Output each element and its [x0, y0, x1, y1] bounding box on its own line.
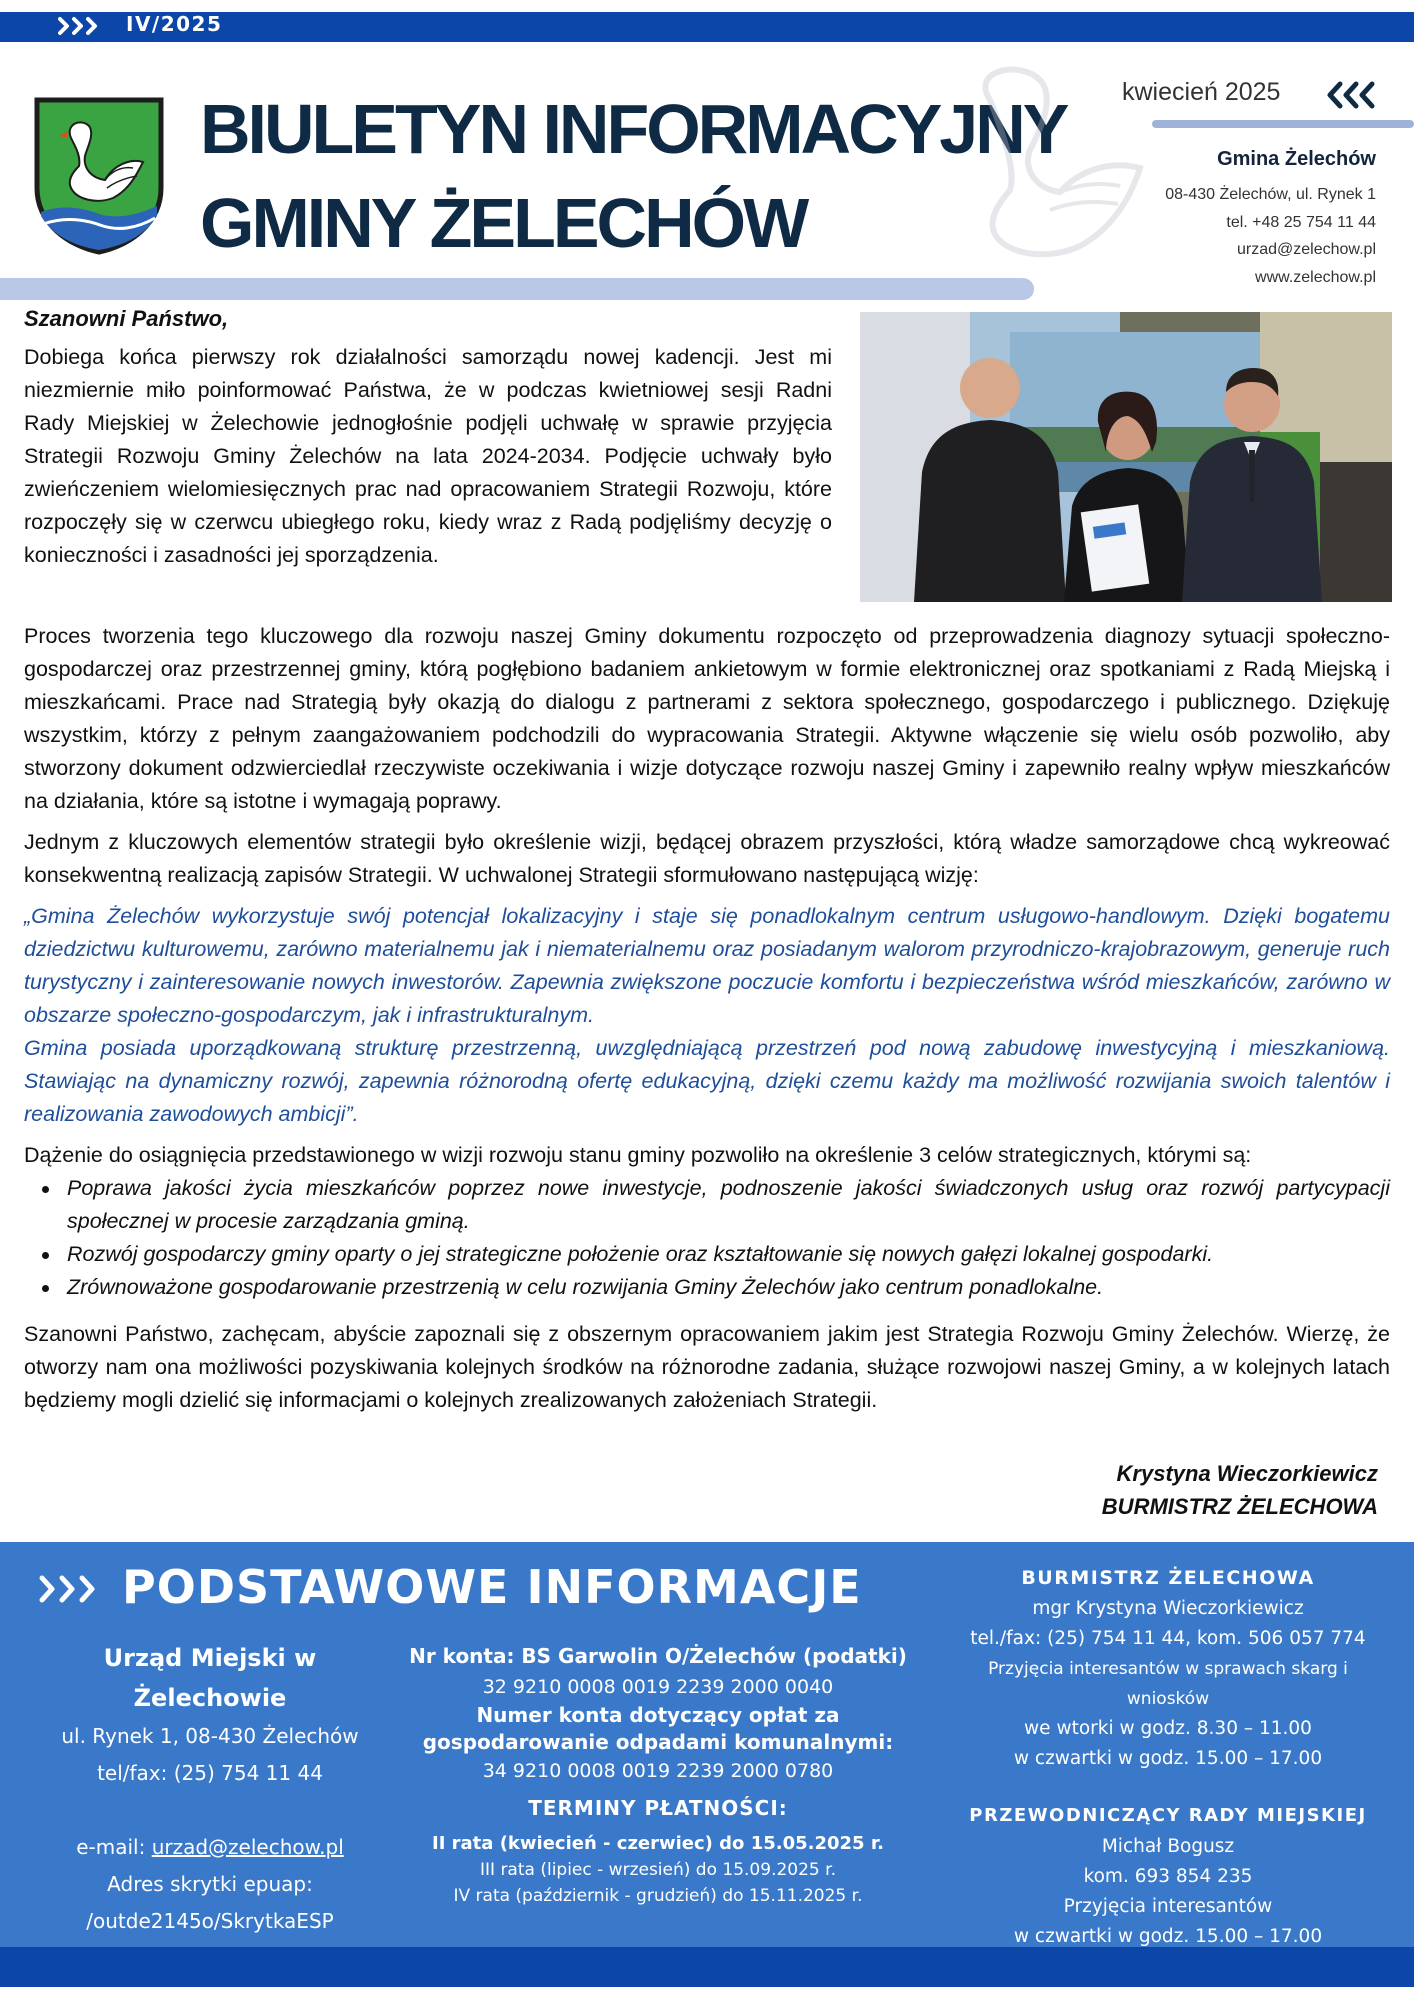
office-email-link[interactable]: urzad@zelechow.pl — [151, 1835, 344, 1859]
payment-terms-heading: TERMINY PŁATNOŚCI: — [528, 1796, 788, 1820]
mayor-hours-1: we wtorki w godz. 8.30 – 11.00 — [1024, 1718, 1312, 1739]
paragraph-process: Proces tworzenia tego kluczowego dla rozwoju naszej Gminy dokumentu rozpoczęto od przeprowadzenia diagnozy sytuacji społeczno-gospodarczej oraz przestrzennej gminy, którą pogłębiono badaniem ankietowym w formie elektronicznej oraz spotkaniami z Radą Miejską i mieszkańcami. Prace nad Strategią były okazją do dialogu z partnerami z sektora społecznego, gospodarczego i publicznego. Dziękuję wszystkim, którzy z pełnym zaangażowaniem podchodzili do wypracowania Strategii. Aktywne włączenie się wielu osób pozwoliło, aby stworzony dokument odzwierciedlał rzeczywiste oczekiwania i wizje dotyczące rozwoju naszej Gminy i zapewniło realny wpływ mieszkańców na działania, które są istotne i wymagają poprawy. — [24, 624, 1390, 813]
mayor-phone: tel./fax: (25) 754 11 44, kom. 506 057 774 — [970, 1628, 1366, 1649]
waste-heading-1: Numer konta dotyczący opłat za — [476, 1703, 840, 1727]
bank-column — [398, 1640, 918, 1909]
council-phone: kom. 693 854 235 — [1083, 1866, 1253, 1887]
contact-phone: tel. +48 25 754 11 44 — [1226, 213, 1376, 231]
office-name: Urząd Miejski w Żelechowie — [103, 1644, 317, 1712]
mayor-hours-label: Przyjęcia interesantów w sprawach skarg i wniosków — [988, 1659, 1348, 1709]
mayor-name: mgr Krystyna Wieczorkiewicz — [1032, 1598, 1304, 1619]
photo-council-members — [860, 312, 1392, 602]
coat-of-arms-swan — [33, 96, 165, 256]
date-underline — [1152, 120, 1414, 128]
greeting: Szanowni Państwo, — [24, 306, 229, 331]
signature — [1102, 1457, 1378, 1523]
mayor-hours-2: w czwartki w godz. 15.00 – 17.00 — [1013, 1748, 1323, 1769]
chevrons-left-icon — [1326, 81, 1378, 109]
waste-account-number: 34 9210 0008 0019 2239 2000 0780 — [482, 1760, 834, 1782]
office-email-line: e-mail: urzad@zelechow.pl — [76, 1835, 344, 1859]
office-column — [30, 1638, 390, 1940]
bottom-bar — [0, 1947, 1414, 1987]
term-3: III rata (lipiec - wrzesień) do 15.09.2025 r. — [480, 1860, 836, 1880]
council-hours: w czwartki w godz. 15.00 – 17.00 — [1013, 1926, 1323, 1947]
signature-role: BURMISTRZ ŻELECHOWA — [1101, 1494, 1378, 1519]
signature-name: Krystyna Wieczorkiewicz — [1116, 1461, 1378, 1486]
paragraph-closing: Szanowni Państwo, zachęcam, abyście zapoznali się z obszernym opracowaniem jakim jest Strategia Rozwoju Gminy Żelechów. Wierzę, że otworzy nam ona możliwości pozyskiwania kolejnych środków na różnorodne zadania, służące rozwojowi naszej Gminy, a w kolejnych latach będziemy mogli dzielić się informacjami o kolejnych zrealizowanych założeniach Strategii. — [24, 1322, 1390, 1412]
vision-quote — [24, 900, 1390, 1131]
title-underline — [0, 278, 1034, 300]
office-address: ul. Rynek 1, 08-430 Żelechów — [61, 1724, 359, 1748]
paragraph-goals-intro: Dążenie do osiągnięcia przedstawionego w wizji rozwoju stanu gminy pozwoliło na określenie 3 celów strategicznych, którymi są: — [24, 1143, 1252, 1167]
epuap-address: /outde2145o/SkrytkaESP — [86, 1909, 334, 1933]
letter-body — [24, 620, 1390, 1425]
list-item: Poprawa jakości życia mieszkańców poprzez nowe inwestycje, podnoszenie jakości świadczonych usług oraz rozwój partycypacji społecznej w procesie zarządzania gminą. — [24, 1172, 1390, 1238]
waste-heading-2: gospodarowanie odpadami komunalnymi: — [422, 1730, 894, 1754]
contact-website[interactable]: www.zelechow.pl — [1255, 268, 1376, 286]
intro-paragraph: Dobiega końca pierwszy rok działalności samorządu nowej kadencji. Jest mi niezmiernie miło poinformować Państwa, że w podczas kwietniowej sesji Radni Rady Miejskiej w Żelechowie jednogłośnie podjęli uchwałę w sprawie przyjęcia Strategii Rozwoju Gminy Żelechów na lata 2024-2034. Podjęcie uchwały było zwieńczeniem wielomiesięcznych prac nad opracowaniem Strategii Rozwoju, które rozpoczęły się w czerwcu ubiegłego roku, kiedy wraz z Radą podjęliśmy decyzję o konieczności i zasadności jej sporządzenia. — [24, 345, 832, 567]
contact-email[interactable]: urzad@zelechow.pl — [1237, 241, 1376, 258]
issue-date: kwiecień 2025 — [1122, 78, 1281, 106]
list-item: Zrównoważone gospodarowanie przestrzenią w celu rozwijania Gminy Żelechów jako centrum ponadlokalne. — [24, 1271, 1390, 1304]
contact-block — [1165, 148, 1376, 291]
mayor-heading: BURMISTRZ ŻELECHOWA — [1021, 1567, 1315, 1589]
bank-heading: Nr konta: BS Garwolin O/Żelechów (podatki) — [409, 1644, 907, 1668]
council-heading: PRZEWODNICZĄCY RADY MIEJSKIEJ — [969, 1805, 1367, 1826]
info-title: PODSTAWOWE INFORMACJE — [122, 1560, 862, 1614]
council-hours-label: Przyjęcia interesantów — [1063, 1896, 1273, 1917]
tax-account-number: 32 9210 0008 0019 2239 2000 0040 — [482, 1676, 834, 1698]
office-phone: tel/fax: (25) 754 11 44 — [97, 1761, 323, 1785]
paragraph-vision-intro: Jednym z kluczowych elementów strategii było określenie wizji, będącej obrazem przyszłości, którą władze samorządowe chcą wykreować konsekwentną realizacją zapisów Strategii. W uchwalonej Strategii sformułowano następującą wizję: — [24, 830, 1390, 887]
page-title: BIULETYN INFORMACYJNY GMINY ŻELECHÓW — [200, 90, 1067, 262]
contact-address: 08-430 Żelechów, ul. Rynek 1 — [1165, 186, 1376, 203]
epuap-label: Adres skrytki epuap: — [107, 1872, 313, 1896]
issue-number: IV/2025 — [126, 12, 223, 36]
strategic-goals-list — [24, 1172, 1390, 1304]
chevrons-right-icon — [38, 1574, 100, 1604]
vision-part-1: „Gmina Żelechów wykorzystuje swój potencjał lokalizacyjny i staje się ponadlokalnym centrum usługowo-handlowym. Dzięki bogatemu dziedzictwu kulturowemu, zarówno materialnemu jak i niematerialnemu oraz posiadanym walorom przyrodniczo-krajobrazowym, generuje ruch turystyczny i zainteresowanie nowych inwestorów. Zapewnia zwiększone poczucie komfortu i bezpieczeństwa wśród mieszkańców, zarówno w obszarze społeczno-gospodarczym, jak i infrastrukturalnym. — [24, 904, 1390, 1027]
term-4: IV rata (październik - grudzień) do 15.11.2025 r. — [453, 1886, 863, 1906]
basic-info-panel — [0, 1542, 1414, 1947]
list-item: Rozwój gospodarczy gminy oparty o jej strategiczne położenie oraz kształtowanie się nowych gałęzi lokalnej gospodarki. — [24, 1238, 1390, 1271]
chevrons-right-icon — [58, 16, 102, 36]
contact-name: Gmina Żelechów — [1217, 148, 1376, 170]
vision-part-2: Gmina posiada uporządkowaną strukturę przestrzenną, uwzględniającą przestrzeń pod nową zabudowę inwestycyjną i mieszkaniową. Stawiając na dynamiczny rozwój, zapewnia różnorodną ofertę edukacyjną, dzięki czemu każdy ma możliwość rozwijania swoich talentów i realizowania zawodowych ambicji”. — [24, 1036, 1390, 1126]
officials-column — [948, 1562, 1388, 1952]
term-2: II rata (kwiecień - czerwiec) do 15.05.2025 r. — [432, 1833, 884, 1854]
council-name: Michał Bogusz — [1101, 1836, 1235, 1857]
